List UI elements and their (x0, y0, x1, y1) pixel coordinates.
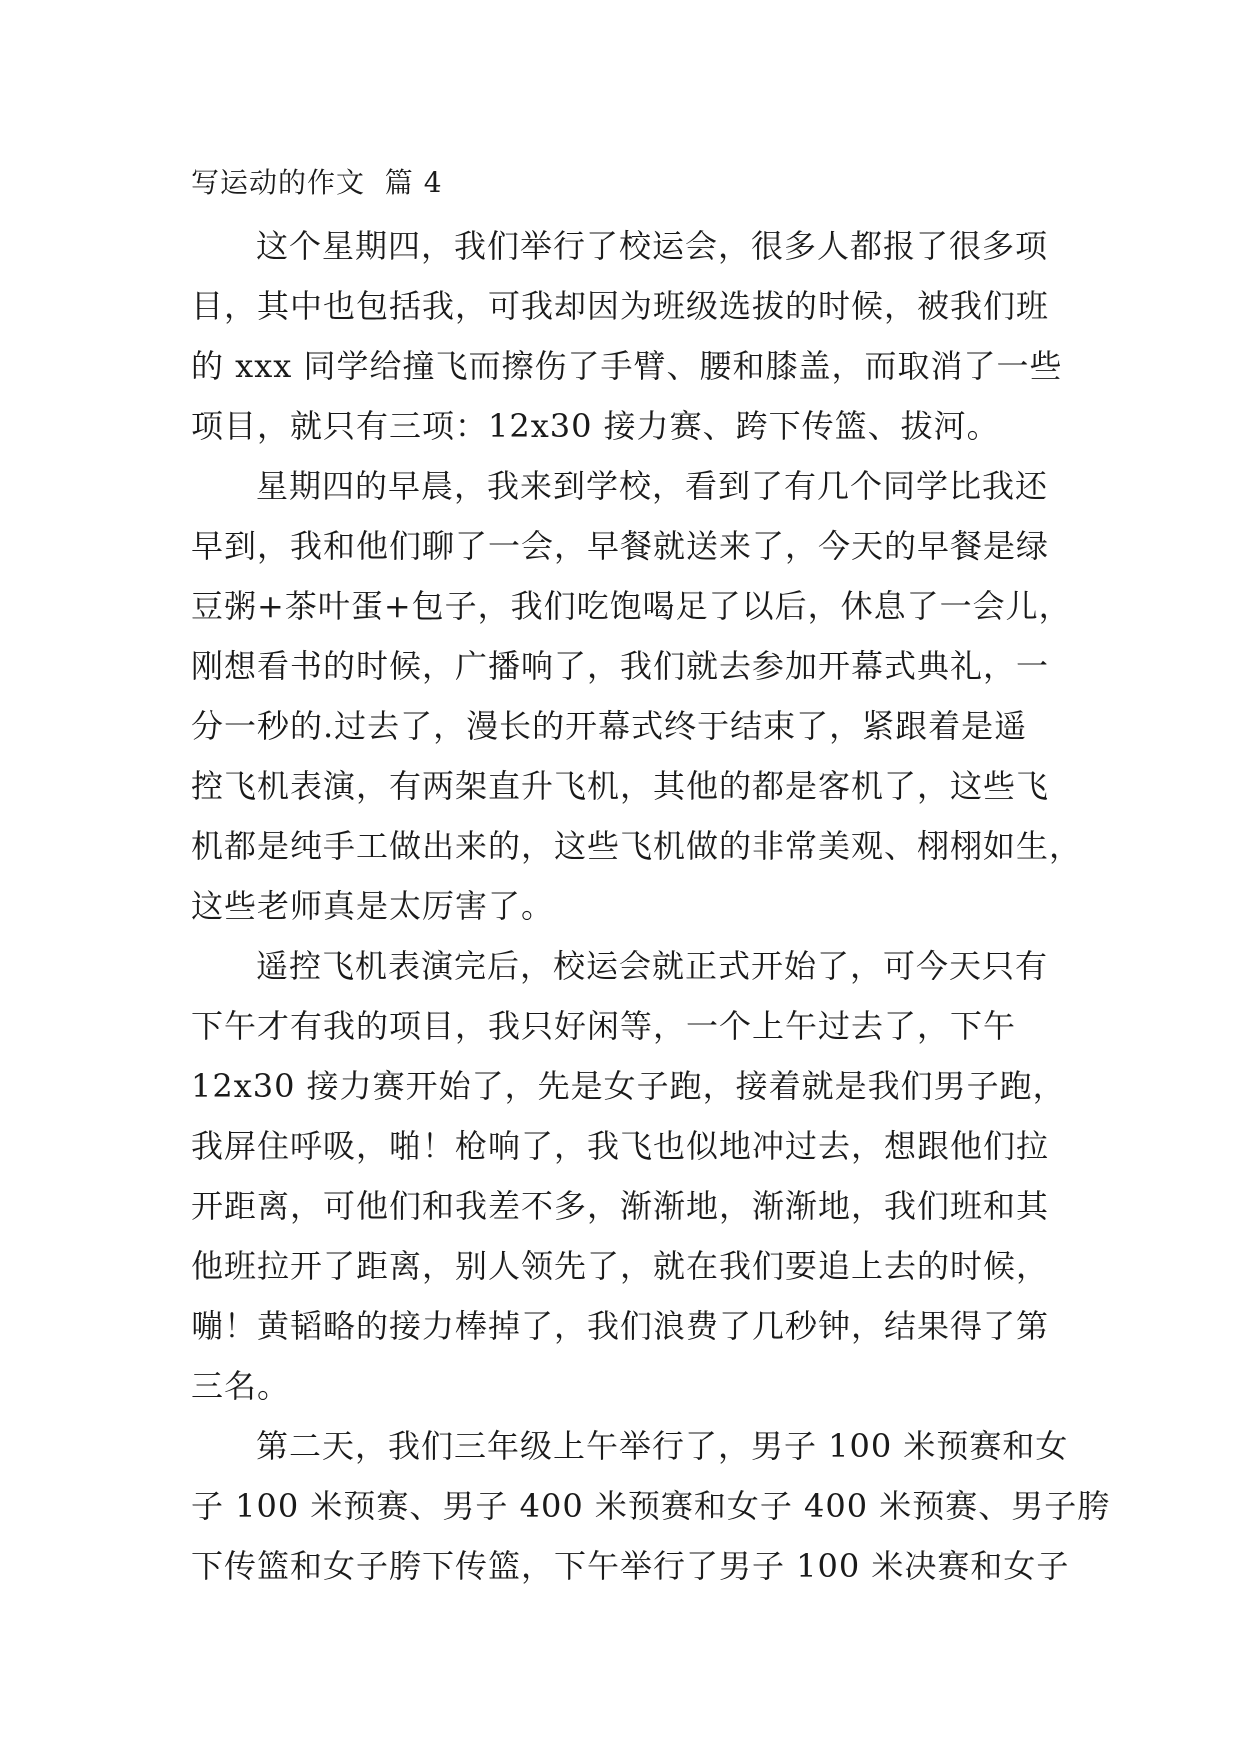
text-line: 开距离，可他们和我差不多，渐渐地，渐渐地，我们班和其 (191, 1187, 1050, 1225)
text-line: 第二天，我们三年级上午举行了，男子 100 米预赛和女 (256, 1427, 1069, 1465)
text-line: 遥控飞机表演完后，校运会就正式开始了，可今天只有 (256, 947, 1049, 985)
text-line: 项目，就只有三项：12x30 接力赛、跨下传篮、拔河。 (191, 407, 1000, 445)
text-line: 我屏住呼吸，啪！枪响了，我飞也似地冲过去，想跟他们拉 (191, 1127, 1050, 1165)
text-line: 下午才有我的项目，我只好闲等，一个上午过去了，下午 (191, 1007, 1017, 1045)
text-line: 下传篮和女子胯下传篮，下午举行了男子 100 米决赛和女子 (191, 1547, 1070, 1585)
text-line: 12x30 接力赛开始了，先是女子跑，接着就是我们男子跑， (191, 1067, 1066, 1105)
text-line: 他班拉开了距离，别人领先了，就在我们要追上去的时候， (191, 1247, 1050, 1285)
text-line: 机都是纯手工做出来的，这些飞机做的非常美观、栩栩如生， (191, 827, 1083, 865)
text-line: 豆粥+茶叶蛋+包子，我们吃饱喝足了以后，休息了一会儿， (191, 587, 1072, 625)
text-line: 目，其中也包括我，可我却因为班级选拔的时候，被我们班 (191, 287, 1050, 325)
page-title: 写运动的作文 篇 4 (191, 166, 443, 199)
text-line: 星期四的早晨，我来到学校，看到了有几个同学比我还 (256, 467, 1049, 505)
text-line: 这个星期四，我们举行了校运会，很多人都报了很多项 (256, 227, 1049, 265)
text-line: 早到，我和他们聊了一会，早餐就送来了，今天的早餐是绿 (191, 527, 1050, 565)
text-line: 子 100 米预赛、男子 400 米预赛和女子 400 米预赛、男子胯 (191, 1487, 1111, 1525)
text-line: 控飞机表演，有两架直升飞机，其他的都是客机了，这些飞 (191, 767, 1050, 805)
text-line: 这些老师真是太厉害了。 (191, 887, 555, 925)
text-line: 分一秒的.过去了，漫长的开幕式终于结束了，紧跟着是遥 (191, 707, 1028, 745)
text-line: 嘣！黄韬略的接力棒掉了，我们浪费了几秒钟，结果得了第 (191, 1307, 1050, 1345)
text-line: 三名。 (191, 1367, 291, 1405)
text-line: 的 xxx 同学给撞飞而擦伤了手臂、腰和膝盖，而取消了一些 (191, 347, 1063, 385)
text-line: 刚想看书的时候，广播响了，我们就去参加开幕式典礼，一 (191, 647, 1050, 685)
